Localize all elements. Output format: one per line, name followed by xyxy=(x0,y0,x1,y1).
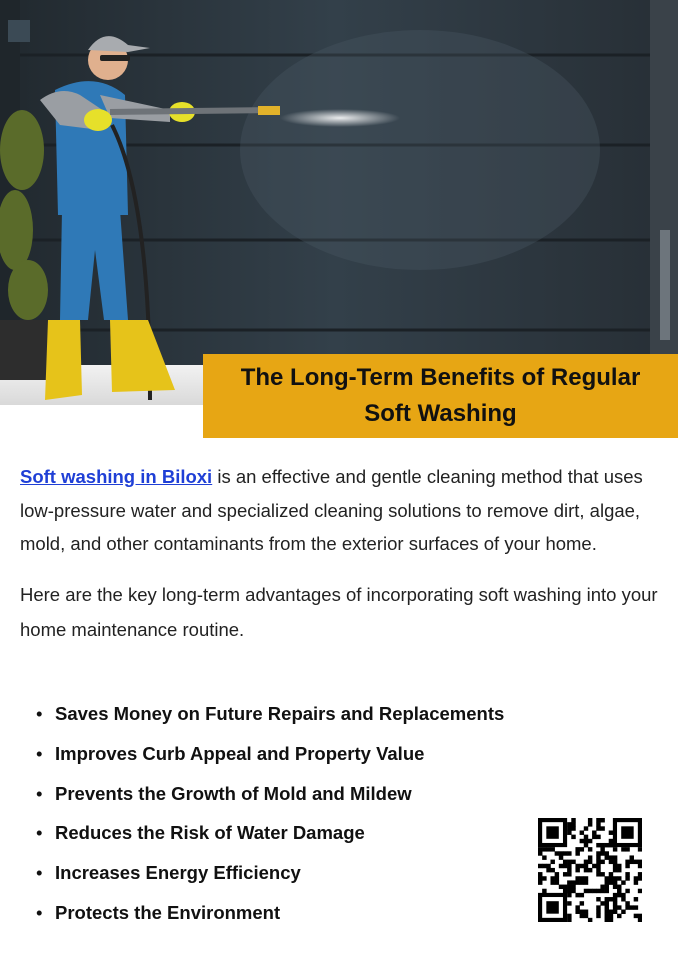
bullet: • xyxy=(36,822,43,844)
benefit-label: Saves Money on Future Repairs and Replacements xyxy=(55,703,505,724)
list-item xyxy=(36,893,504,933)
title-line-1: The Long-Term Benefits of Regular xyxy=(240,364,641,391)
bullet: • xyxy=(36,703,43,724)
bullet: • xyxy=(36,901,43,923)
benefit-label: Improves Curb Appeal and Property Value xyxy=(55,742,425,764)
list-item xyxy=(36,853,504,893)
benefit-label: Reduces the Risk of Water Damage xyxy=(55,822,365,844)
title-banner xyxy=(203,354,678,438)
pressure-washing-worker-icon xyxy=(0,0,678,405)
list-item xyxy=(36,813,504,853)
lead-in-paragraph: Here are the key long-term advantages of incorporating soft washing into your home maintenance routine. xyxy=(20,583,658,640)
biloxi-soft-washing-link[interactable]: Soft washing in Biloxi xyxy=(20,466,213,487)
intro-text: is an effective and gentle cleaning method that uses low-pressure water and specialized cleaning solutions to remove dirt, algae, mold, and other contaminants from the exterior surfaces of your home. xyxy=(20,466,643,554)
bullet: • xyxy=(36,862,43,884)
benefit-label: Prevents the Growth of Mold and Mildew xyxy=(55,782,412,804)
benefit-label: Protects the Environment xyxy=(55,901,281,923)
page-title xyxy=(241,360,641,432)
bullet: • xyxy=(36,782,43,804)
bullet: • xyxy=(36,742,43,764)
article-body xyxy=(20,460,660,647)
benefit-label: Increases Energy Efficiency xyxy=(55,862,301,884)
title-line-2: Soft Washing xyxy=(364,400,517,427)
list-item xyxy=(36,694,504,734)
benefits-list xyxy=(36,694,504,933)
intro-paragraph xyxy=(20,460,660,561)
hero-image xyxy=(0,0,678,405)
qr-code-icon[interactable] xyxy=(538,818,642,922)
list-item xyxy=(36,774,504,814)
list-item xyxy=(36,734,504,774)
